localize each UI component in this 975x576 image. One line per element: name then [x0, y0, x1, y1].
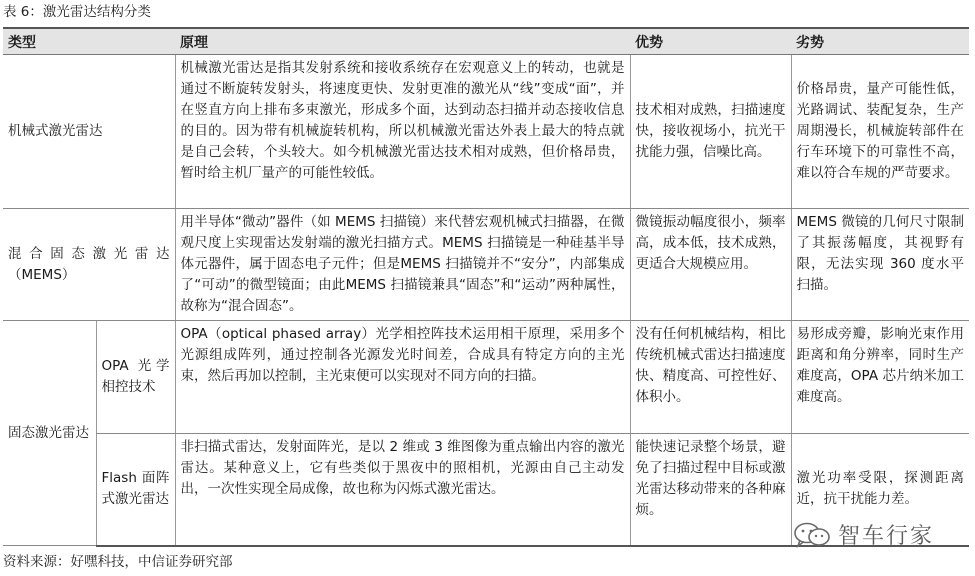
- wechat-bubble-icon: [792, 521, 832, 549]
- table-row-mems: [3, 209, 969, 321]
- table-row-opa: [3, 321, 969, 434]
- disadvantage-cell-opa: 易形成旁瓣，影响光束作用距离和角分辨率，同时生产难度高，OPA 芯片纳米加工难度高。: [791, 321, 969, 434]
- lidar-structure-table: [3, 27, 969, 547]
- header-type: 类型: [3, 28, 175, 55]
- subtype-cell-opa: OPA 光学相控技术: [96, 321, 175, 434]
- disadvantage-cell-mems: MEMS 微镜的几何尺寸限制了其振荡幅度，其视野有限，无法实现 360 度水平扫描。: [791, 209, 969, 321]
- subtype-cell-flash: Flash 面阵式激光雷达: [96, 434, 175, 546]
- advantage-cell-opa: 没有任何机械结构，相比传统机械式雷达扫描速度快、精度高、可控性好、体积小。: [630, 321, 791, 434]
- table-row-mechanical: [3, 55, 969, 209]
- header-advantage: 优势: [630, 28, 791, 55]
- table-caption: 表 6：激光雷达结构分类: [3, 4, 151, 20]
- type-cell-mems: 混合固态激光雷达（MEMS）: [3, 209, 175, 321]
- type-cell-mechanical: 机械式激光雷达: [3, 55, 175, 209]
- advantage-cell-mechanical: 技术相对成熟，扫描速度快，接收视场小，抗光干扰能力强，信噪比高。: [630, 55, 791, 209]
- principle-cell-mechanical: 机械激光雷达是指其发射系统和接收系统存在宏观意义上的转动，也就是通过不断旋转发射头，将速度更快、发射更准的激光从“线”变成“面”，并在竖直方向上排布多束激光，形成多个面，达到动态扫描并动态接收信息的目的。因为带有机械旋转机构，所以机械激光雷达外表上最大的特点就是自己会转，个头较大。如今机械激光雷达技术相对成熟，但价格昂贵，暂时给主机厂量产的可能性较低。: [175, 55, 630, 209]
- principle-cell-mems: 用半导体“微动”器件（如 MEMS 扫描镜）来代替宏观机械式扫描器，在微观尺度上实现雷达发射端的激光扫描方式。MEMS 扫描镜是一种硅基半导体元器件，属于固态电子元件；但是MEMS 扫描镜并不“安分”，内部集成了“可动”的微型镜面；由此MEMS 扫描镜兼具“固态”和“运动”两种属性，故称为“混合固态”。: [175, 209, 630, 321]
- disadvantage-cell-mechanical: 价格昂贵，量产可能性低，光路调试、装配复杂，生产周期漫长，机械旋转部件在行车环境下的可靠性不高，难以符合车规的严苛要求。: [791, 55, 969, 209]
- header-principle: 原理: [175, 28, 630, 55]
- advantage-cell-flash: 能快速记录整个场景，避免了扫描过程中目标或激光雷达移动带来的各种麻烦。: [630, 434, 791, 546]
- source-note: 资料来源：好嘿科技，中信证券研究部: [3, 554, 233, 570]
- principle-cell-flash: 非扫描式雷达，发射面阵光，是以 2 维或 3 维图像为重点输出内容的激光雷达。某种意义上，它有些类似于黑夜中的照相机，光源由自己主动发出，一次性实现全局成像，故也称为闪烁式激光雷达。: [175, 434, 630, 546]
- type-cell-solid: 固态激光雷达: [3, 321, 96, 546]
- principle-cell-opa: OPA（optical phased array）光学相控阵技术运用相干原理，采用多个光源组成阵列，通过控制各光源发光时间差，合成具有特定方向的主光束，然后再加以控制，主光束便可以实现对不同方向的扫描。: [175, 321, 630, 434]
- table-header-row: [3, 28, 969, 55]
- disadvantage-cell-flash: 激光功率受限，探测距离近，抗干扰能力差。: [791, 434, 969, 546]
- header-disadvantage: 劣势: [791, 28, 969, 55]
- watermark-logo: [792, 519, 934, 550]
- watermark-text: 智车行家: [838, 524, 935, 549]
- advantage-cell-mems: 微镜振动幅度很小，频率高，成本低，技术成熟，更适合大规模应用。: [630, 209, 791, 321]
